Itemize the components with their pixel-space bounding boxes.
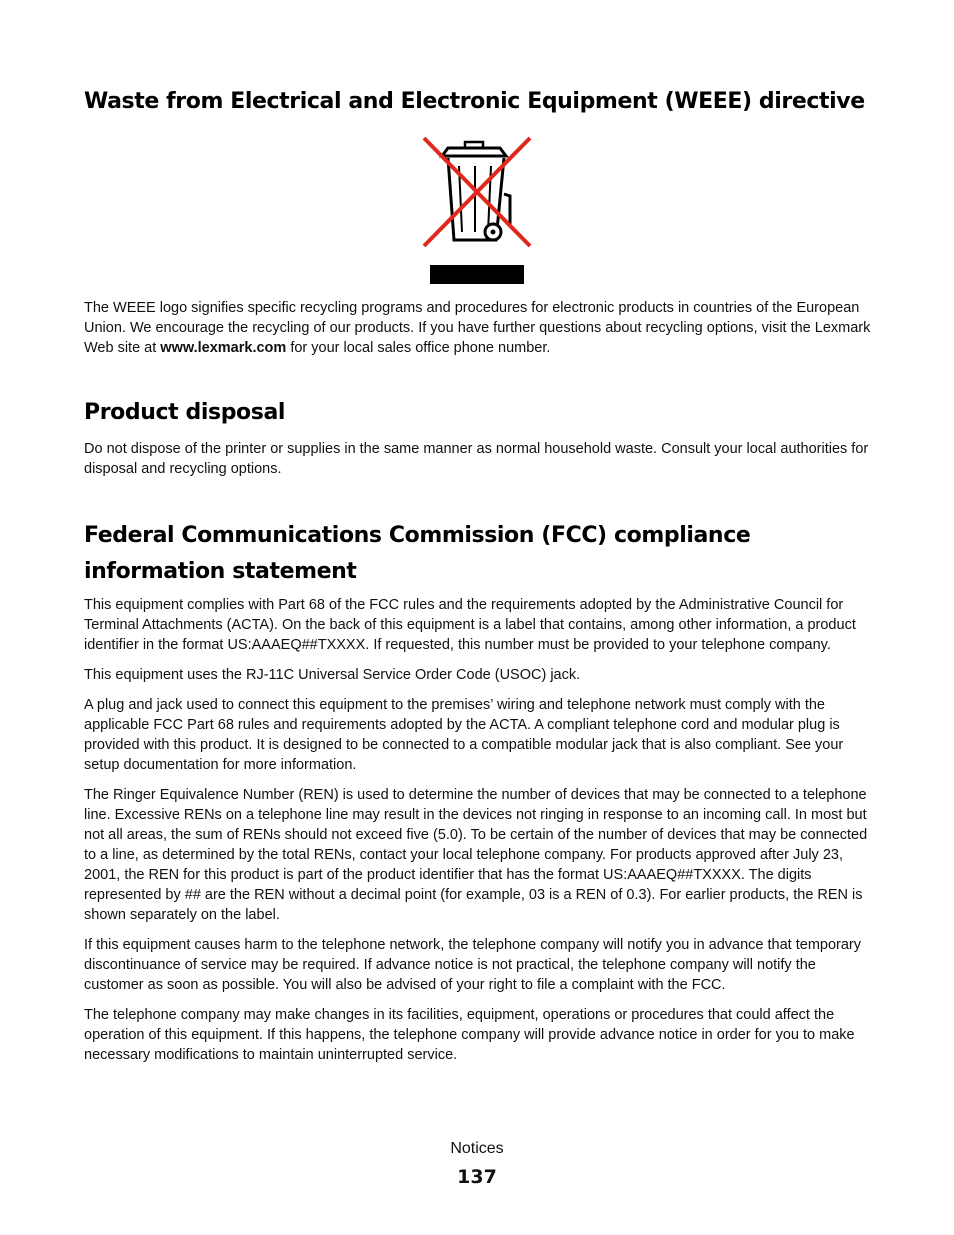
fcc-paragraph: This equipment uses the RJ-11C Universal Service Order Code (USOC) jack. (84, 667, 581, 683)
lexmark-link[interactable]: www.lexmark.com (160, 340, 287, 356)
fcc-paragraph: If this equipment causes harm to the telephone network, the telephone company will notify you in advance that temporary discontinuance of service may be required. If advance notice is not practical, the telephone company will notify the customer as soon as possible. You will also be advised of your right to file a complaint with the FCC. (84, 937, 862, 993)
fcc-heading: Federal Communications Commission (FCC) compliance information statement (84, 523, 751, 584)
weee-text-before-link: The WEEE logo signifies specific recycling programs and procedures for electronic products in countries of the European Union. We encourage the recycling of our products. If you have further questions about recycling options, visit the Lexmark Web site at (84, 300, 871, 356)
fcc-paragraph: A plug and jack used to connect this equipment to the premises’ wiring and telephone network must comply with the applicable FCC Part 68 rules and requirements adopted by the ACTA. A compliant telephone cord and modular plug is provided with this product. It is designed to be connected to a compatible modular jack that is also compliant. See your setup documentation for more information. (84, 697, 844, 773)
weee-paragraph (84, 298, 874, 358)
page-number: 137 (457, 1166, 497, 1188)
weee-heading: Waste from Electrical and Electronic Equipment (WEEE) directive (84, 89, 865, 114)
footer-section-label: Notices (450, 1140, 504, 1157)
fcc-paragraph: This equipment complies with Part 68 of the FCC rules and the requirements adopted by the Administrative Council for Terminal Attachments (ACTA). On the back of this equipment is a label that contains, among other information, a product identifier in the format US:AAAEQ##TXXXX. If requested, this number must be provided to your telephone company. (84, 597, 856, 653)
fcc-body (84, 595, 874, 1075)
fcc-paragraph: The Ringer Equivalence Number (REN) is used to determine the number of devices that may be connected to a telephone line. Excessive RENs on a telephone line may result in the devices not ringing in response to an incoming call. In most but not all areas, the sum of RENs should not exceed five (5.0). To be certain of the number of devices that may be connected to a line, as determined by the total RENs, contact your local telephone company. For products approved after July 23, 2001, the REN for this product is part of the product identifier that has the format US:AAAEQ##TXXXX. The digits represented by ## are the REN without a decimal point (for example, 03 is a REN of 0.3). For earlier products, the REN is shown separately on the label. (84, 787, 868, 923)
product-disposal-paragraph: Do not dispose of the printer or supplies in the same manner as normal household waste. Consult your local authorities for disposal and recycling options. (84, 441, 869, 477)
fcc-paragraph: The telephone company may make changes in its facilities, equipment, operations or procedures that could affect the operation of this equipment. If this happens, the telephone company will provide advance notice in order for you to make necessary modifications to maintain uninterrupted service. (84, 1007, 855, 1063)
product-disposal-heading: Product disposal (84, 400, 286, 425)
crossed-out-wheelie-bin-icon (420, 134, 535, 289)
weee-text-after-link: for your local sales office phone number. (286, 340, 551, 356)
